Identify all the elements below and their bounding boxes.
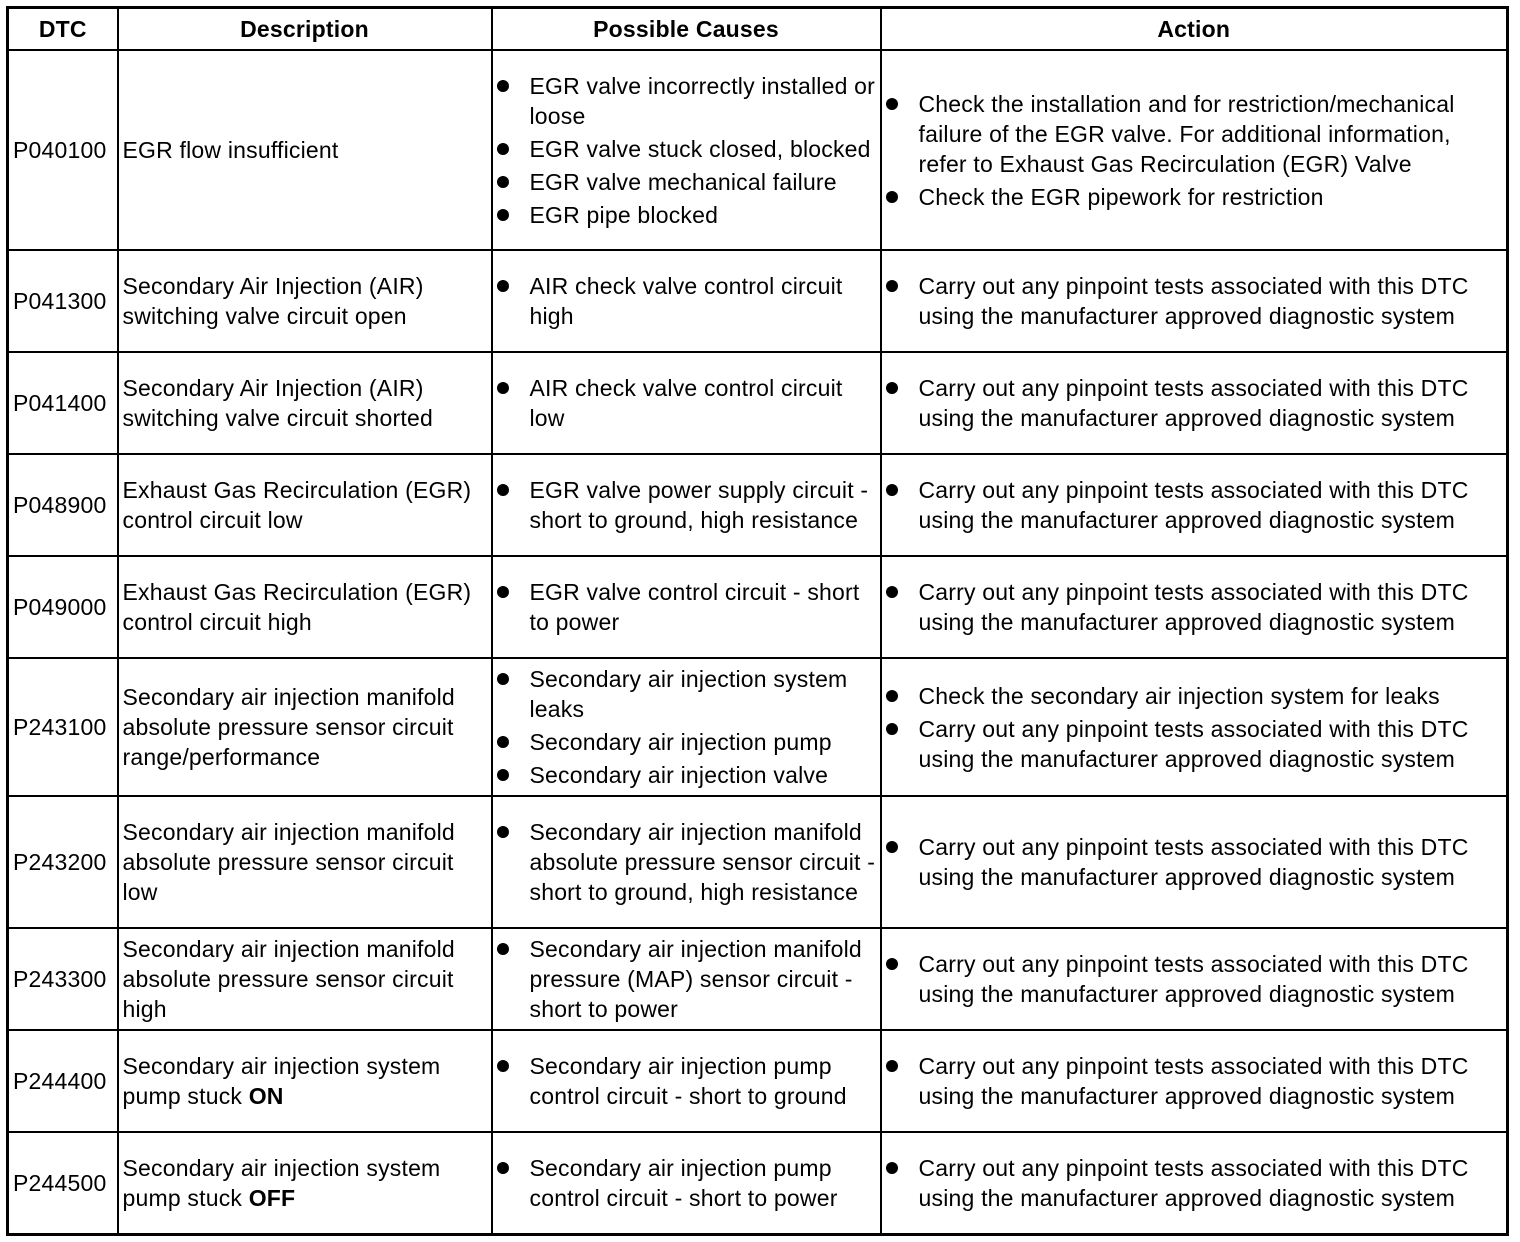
cause-item (497, 817, 876, 907)
cause-list (497, 577, 876, 637)
cause-list (497, 373, 876, 433)
dtc-description: Secondary Air Injection (AIR) switching valve circuit shorted (122, 375, 433, 432)
dtc-description-emphasis: ON (248, 1083, 284, 1110)
cause-text: EGR valve stuck closed, blocked (529, 135, 871, 162)
cause-item (497, 373, 876, 433)
bullet-icon (886, 690, 898, 702)
bullet-icon (886, 382, 898, 394)
bullet-icon (497, 1060, 509, 1072)
action-list (886, 1051, 1503, 1111)
bullet-icon (886, 958, 898, 970)
header-dtc: DTC (8, 8, 118, 51)
cause-text: Secondary air injection pump (529, 729, 832, 756)
action-list (886, 1153, 1503, 1213)
table-row (8, 658, 1508, 796)
dtc-code: P041400 (8, 352, 118, 454)
dtc-code: P048900 (8, 454, 118, 556)
dtc-description-cell (118, 1132, 492, 1234)
action-list (886, 832, 1503, 892)
action-list (886, 373, 1503, 433)
bullet-icon (497, 1162, 509, 1174)
dtc-description-cell (118, 454, 492, 556)
cause-text: AIR check valve control circuit high (529, 273, 843, 330)
dtc-code: P243200 (8, 796, 118, 928)
cause-item (497, 475, 876, 535)
action-item (886, 373, 1503, 433)
dtc-description: Secondary air injection manifold absolute pressure sensor circuit high (122, 936, 455, 1023)
dtc-description-cell (118, 658, 492, 796)
action-item (886, 182, 1503, 212)
dtc-code: P244400 (8, 1030, 118, 1132)
dtc-description: Secondary Air Injection (AIR) switching valve circuit open (122, 273, 424, 330)
dtc-code: P244500 (8, 1132, 118, 1234)
action-text: Carry out any pinpoint tests associated with this DTC using the manufacturer approved diagnostic system (918, 477, 1469, 534)
action-cell (881, 250, 1508, 352)
cause-list (497, 664, 876, 790)
header-description: Description (118, 8, 492, 51)
possible-causes-cell (492, 352, 881, 454)
cause-text: Secondary air injection system leaks (529, 666, 848, 723)
action-cell (881, 556, 1508, 658)
dtc-code: P049000 (8, 556, 118, 658)
bullet-icon (886, 1060, 898, 1072)
cause-list (497, 1153, 876, 1213)
dtc-description-cell (118, 50, 492, 250)
header-action: Action (881, 8, 1508, 51)
bullet-icon (497, 673, 509, 685)
dtc-code: P243100 (8, 658, 118, 796)
dtc-code: P041300 (8, 250, 118, 352)
action-text: Carry out any pinpoint tests associated with this DTC using the manufacturer approved diagnostic system (918, 834, 1469, 891)
table-row (8, 352, 1508, 454)
header-possible-causes: Possible Causes (492, 8, 881, 51)
table-row (8, 796, 1508, 928)
cause-item (497, 134, 876, 164)
bullet-icon (497, 143, 509, 155)
dtc-description-emphasis: OFF (248, 1185, 296, 1212)
action-text: Carry out any pinpoint tests associated with this DTC using the manufacturer approved diagnostic system (918, 375, 1469, 432)
action-list (886, 475, 1503, 535)
action-text: Carry out any pinpoint tests associated with this DTC using the manufacturer approved diagnostic system (918, 579, 1469, 636)
cause-text: Secondary air injection manifold absolute pressure sensor circuit - short to ground, high resistance (529, 819, 876, 906)
bullet-icon (497, 382, 509, 394)
table-body (8, 50, 1508, 1235)
cause-text: AIR check valve control circuit low (529, 375, 843, 432)
action-text: Carry out any pinpoint tests associated with this DTC using the manufacturer approved diagnostic system (918, 951, 1469, 1008)
possible-causes-cell (492, 1132, 881, 1234)
table-header-row (8, 8, 1508, 51)
action-text: Carry out any pinpoint tests associated with this DTC using the manufacturer approved diagnostic system (918, 715, 1469, 772)
possible-causes-cell (492, 250, 881, 352)
cause-text: Secondary air injection valve (529, 762, 829, 789)
bullet-icon (497, 586, 509, 598)
table-row (8, 1030, 1508, 1132)
action-item (886, 714, 1503, 774)
action-text: Carry out any pinpoint tests associated with this DTC using the manufacturer approved diagnostic system (918, 273, 1469, 330)
action-cell (881, 50, 1508, 250)
possible-causes-cell (492, 454, 881, 556)
table-row (8, 50, 1508, 250)
cause-item (497, 727, 876, 757)
action-cell (881, 1132, 1508, 1234)
action-text: Carry out any pinpoint tests associated with this DTC using the manufacturer approved diagnostic system (918, 1053, 1469, 1110)
cause-item (497, 1051, 876, 1111)
action-cell (881, 352, 1508, 454)
bullet-icon (886, 484, 898, 496)
action-list (886, 89, 1503, 212)
bullet-icon (886, 723, 898, 735)
dtc-description: Exhaust Gas Recirculation (EGR) control circuit high (122, 579, 472, 636)
action-text: Check the EGR pipework for restriction (918, 183, 1324, 210)
action-item (886, 1153, 1503, 1213)
bullet-icon (886, 841, 898, 853)
dtc-description-cell (118, 1030, 492, 1132)
cause-text: EGR valve power supply circuit - short to ground, high resistance (529, 477, 869, 534)
action-item (886, 832, 1503, 892)
bullet-icon (497, 280, 509, 292)
cause-item (497, 934, 876, 1024)
cause-text: Secondary air injection manifold pressure (MAP) sensor circuit - short to power (529, 936, 862, 1023)
cause-item (497, 577, 876, 637)
action-list (886, 681, 1503, 774)
possible-causes-cell (492, 1030, 881, 1132)
dtc-description: EGR flow insufficient (122, 137, 339, 164)
cause-list (497, 1051, 876, 1111)
action-item (886, 475, 1503, 535)
possible-causes-cell (492, 928, 881, 1030)
cause-text: EGR valve control circuit - short to power (529, 579, 860, 636)
bullet-icon (497, 736, 509, 748)
cause-list (497, 271, 876, 331)
cause-item (497, 1153, 876, 1213)
dtc-description-cell (118, 796, 492, 928)
cause-item (497, 71, 876, 131)
action-text: Check the secondary air injection system for leaks (918, 682, 1440, 709)
table-row (8, 1132, 1508, 1234)
action-list (886, 949, 1503, 1009)
action-cell (881, 796, 1508, 928)
dtc-description: Secondary air injection system pump stuck (122, 1053, 441, 1110)
action-item (886, 1051, 1503, 1111)
cause-list (497, 817, 876, 907)
bullet-icon (497, 80, 509, 92)
cause-item (497, 271, 876, 331)
table-row (8, 928, 1508, 1030)
cause-text: Secondary air injection pump control circuit - short to ground (529, 1053, 847, 1110)
bullet-icon (497, 769, 509, 781)
action-text: Check the installation and for restriction/mechanical failure of the EGR valve. For additional information, refer to Exhaust Gas Recirculation (EGR) Valve (918, 90, 1455, 177)
action-text: Carry out any pinpoint tests associated with this DTC using the manufacturer approved diagnostic system (918, 1155, 1469, 1212)
possible-causes-cell (492, 796, 881, 928)
action-cell (881, 928, 1508, 1030)
action-item (886, 681, 1503, 711)
action-item (886, 577, 1503, 637)
bullet-icon (497, 943, 509, 955)
bullet-icon (886, 280, 898, 292)
action-cell (881, 454, 1508, 556)
dtc-description-cell (118, 250, 492, 352)
cause-text: Secondary air injection pump control circuit - short to power (529, 1155, 838, 1212)
action-cell (881, 658, 1508, 796)
action-list (886, 271, 1503, 331)
cause-text: EGR valve incorrectly installed or loose (529, 72, 876, 129)
action-cell (881, 1030, 1508, 1132)
dtc-description: Secondary air injection manifold absolute pressure sensor circuit range/performance (122, 684, 455, 771)
action-item (886, 271, 1503, 331)
bullet-icon (497, 209, 509, 221)
dtc-description-cell (118, 928, 492, 1030)
cause-item (497, 167, 876, 197)
dtc-description: Secondary air injection system pump stuck (122, 1155, 441, 1212)
action-item (886, 949, 1503, 1009)
possible-causes-cell (492, 556, 881, 658)
bullet-icon (497, 484, 509, 496)
cause-item (497, 200, 876, 230)
cause-list (497, 934, 876, 1024)
dtc-code: P243300 (8, 928, 118, 1030)
cause-item (497, 760, 876, 790)
bullet-icon (886, 98, 898, 110)
table-row (8, 454, 1508, 556)
dtc-code: P040100 (8, 50, 118, 250)
cause-item (497, 664, 876, 724)
cause-text: EGR pipe blocked (529, 201, 719, 228)
bullet-icon (886, 586, 898, 598)
possible-causes-cell (492, 50, 881, 250)
bullet-icon (886, 191, 898, 203)
dtc-table (6, 6, 1509, 1236)
bullet-icon (497, 826, 509, 838)
dtc-description-cell (118, 556, 492, 658)
cause-text: EGR valve mechanical failure (529, 168, 837, 195)
action-item (886, 89, 1503, 179)
possible-causes-cell (492, 658, 881, 796)
table-row (8, 250, 1508, 352)
dtc-description: Secondary air injection manifold absolute pressure sensor circuit low (122, 819, 455, 906)
dtc-description-cell (118, 352, 492, 454)
cause-list (497, 475, 876, 535)
bullet-icon (497, 176, 509, 188)
dtc-description: Exhaust Gas Recirculation (EGR) control circuit low (122, 477, 472, 534)
table-row (8, 556, 1508, 658)
cause-list (497, 71, 876, 230)
action-list (886, 577, 1503, 637)
bullet-icon (886, 1162, 898, 1174)
